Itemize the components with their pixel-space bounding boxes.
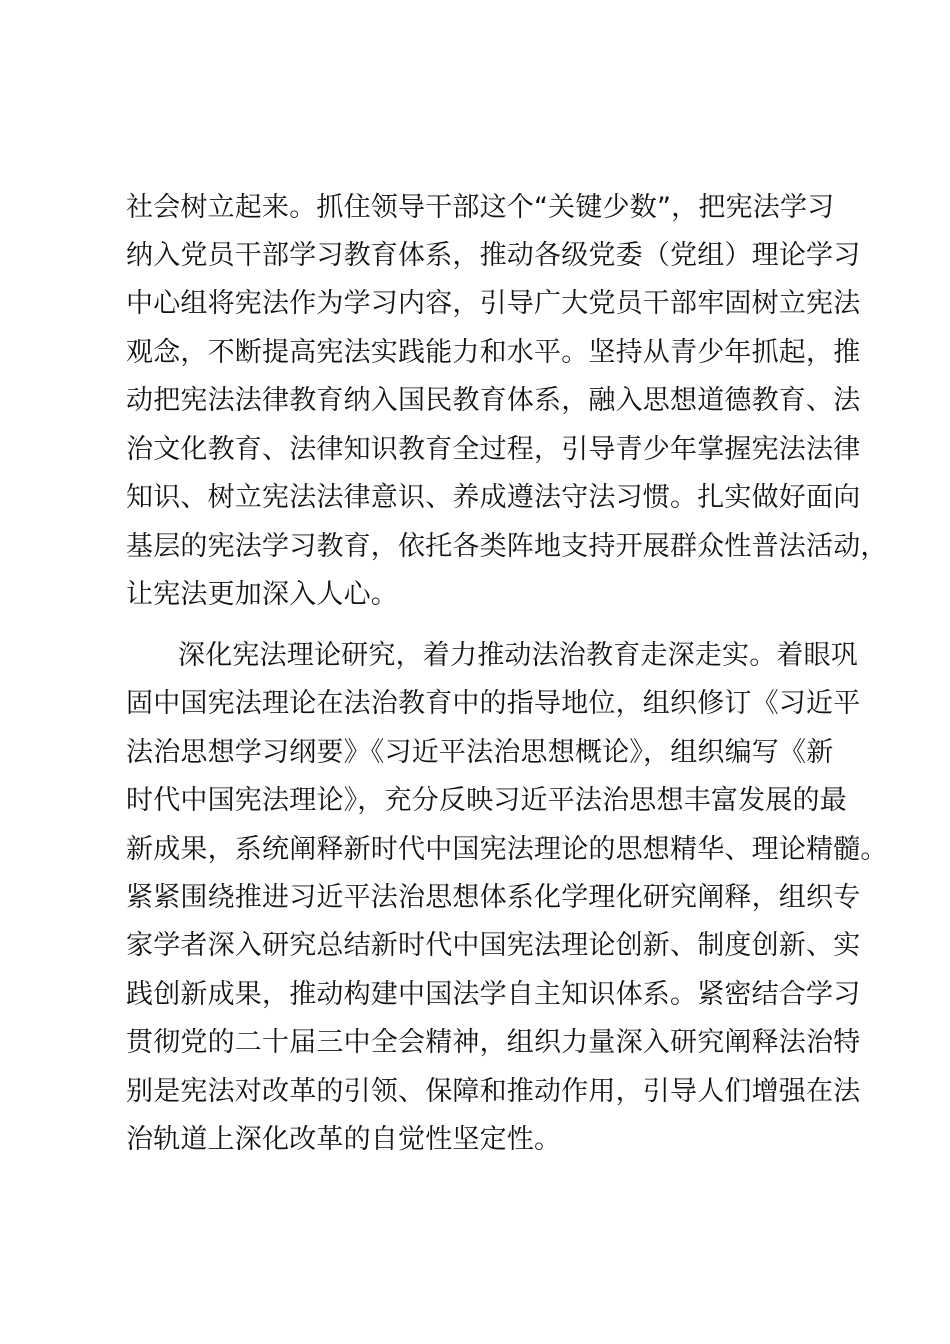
- text-line: 家学者深入研究总结新时代中国宪法理论创新、制度创新、实: [126, 930, 861, 961]
- text-line: 基层的宪法学习教育，依托各类阵地支持开展群众性普法活动，: [126, 531, 888, 562]
- text-line: 新成果，系统阐释新时代中国宪法理论的思想精华、理论精髓。: [126, 834, 888, 865]
- text-line: 法治思想学习纲要》《习近平法治思想概论》，组织编写《新: [126, 737, 834, 768]
- text-line: 治轨道上深化改革的自觉性坚定性。: [126, 1124, 562, 1155]
- text-line: 纳入党员干部学习教育体系，推动各级党委（党组）理论学习: [126, 240, 861, 271]
- text-line: 让宪法更加深入人心。: [126, 579, 398, 610]
- text-line: 固中国宪法理论在法治教育中的指导地位，组织修订《习近平: [126, 688, 861, 719]
- text-line: 治文化教育、法律知识教育全过程，引导青少年掌握宪法法律: [126, 434, 861, 465]
- text-line: 时代中国宪法理论》，充分反映习近平法治思想丰富发展的最: [126, 785, 847, 816]
- text-line: 中心组将宪法作为学习内容，引导广大党员干部牢固树立宪法: [126, 288, 861, 319]
- text-line: 深化宪法理论研究，着力推动法治教育走深走实。着眼巩: [178, 640, 858, 671]
- text-line: 社会树立起来。抓住领导干部这个“关键少数”，把宪法学习: [126, 192, 835, 223]
- text-line: 践创新成果，推动构建中国法学自主知识体系。紧密结合学习: [126, 979, 861, 1010]
- text-line: 知识、树立宪法法律意识、养成遵法守法习惯。扎实做好面向: [126, 482, 861, 513]
- text-line: 观念，不断提高宪法实践能力和水平。坚持从青少年抓起，推: [126, 337, 861, 368]
- text-line: 贯彻党的二十届三中全会精神，组织力量深入研究阐释法治特: [126, 1027, 861, 1058]
- text-line: 别是宪法对改革的引领、保障和推动作用，引导人们增强在法: [126, 1076, 861, 1107]
- text-line: 动把宪法法律教育纳入国民教育体系，融入思想道德教育、法: [126, 385, 861, 416]
- text-line: 紧紧围绕推进习近平法治思想体系化学理化研究阐释，组织专: [126, 882, 861, 913]
